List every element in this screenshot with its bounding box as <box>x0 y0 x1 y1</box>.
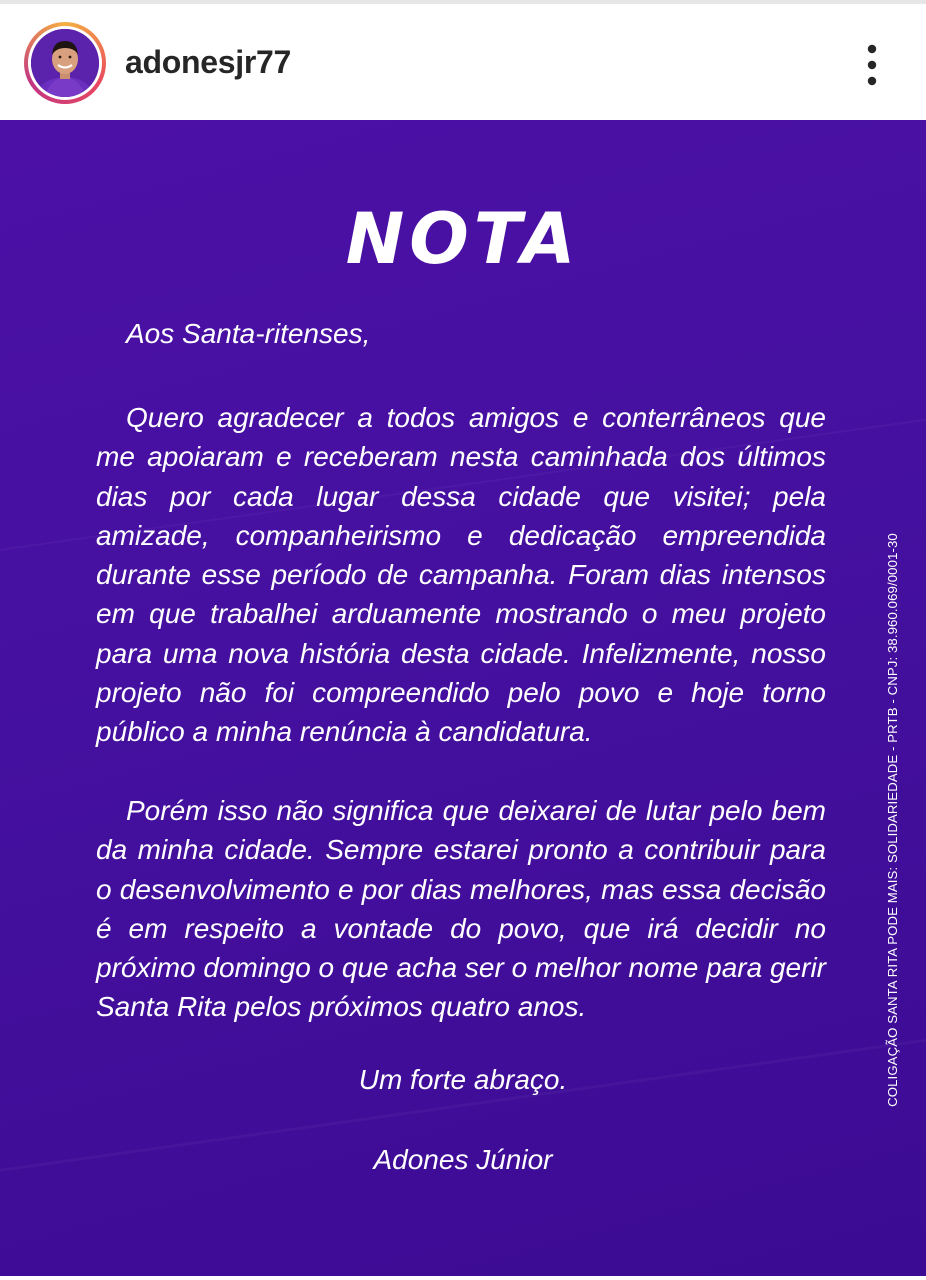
more-vertical-icon <box>852 40 892 92</box>
more-options-button[interactable] <box>852 40 892 92</box>
post-title: NOTA <box>345 198 581 280</box>
username[interactable]: adonesjr77 <box>125 44 291 80</box>
letter-greeting: Aos Santa-ritenses, <box>126 318 371 349</box>
letter-paragraph-1: Quero agradecer a todos amigos e conterrâneos que me apoiaram e receberam nesta caminhada dos últimos dias por cada lugar dessa cidade que visitei; pela amizade, companheirismo e dedicação empreendida durante esse período de campanha. Foram dias intensos em que trabalhei arduamente mostrando o meu projeto para uma nova história desta cidade. Infelizmente, nosso projeto não foi compreendido pelo povo e hoje torno público a minha renúncia à candidatura. <box>96 402 826 748</box>
letter-closing: Um forte abraço. <box>358 1064 568 1095</box>
profile-photo-icon <box>31 29 99 97</box>
avatar[interactable] <box>24 22 106 104</box>
letter-paragraph-2: Porém isso não significa que deixarei de lutar pelo bem da minha cidade. Sempre estarei pronto a contribuir para o desenvolvimento e por dias melhores, mas essa decisão é em respeito a vontade do povo, que irá decidir no próximo domingo o que acha ser o melhor nome para gerir Santa Rita pelos próximos quatro anos. <box>96 795 826 1023</box>
legal-disclaimer: COLIGAÇÃO SANTA RITA PODE MAIS: SOLIDARIEDADE - PRTB - CNPJ: 38.960.069/0001-30 <box>885 533 900 1107</box>
post-header <box>0 4 926 120</box>
post-image[interactable] <box>0 120 926 1276</box>
bottom-divider <box>0 1276 926 1280</box>
letter-signature: Adones Júnior <box>373 1144 553 1175</box>
